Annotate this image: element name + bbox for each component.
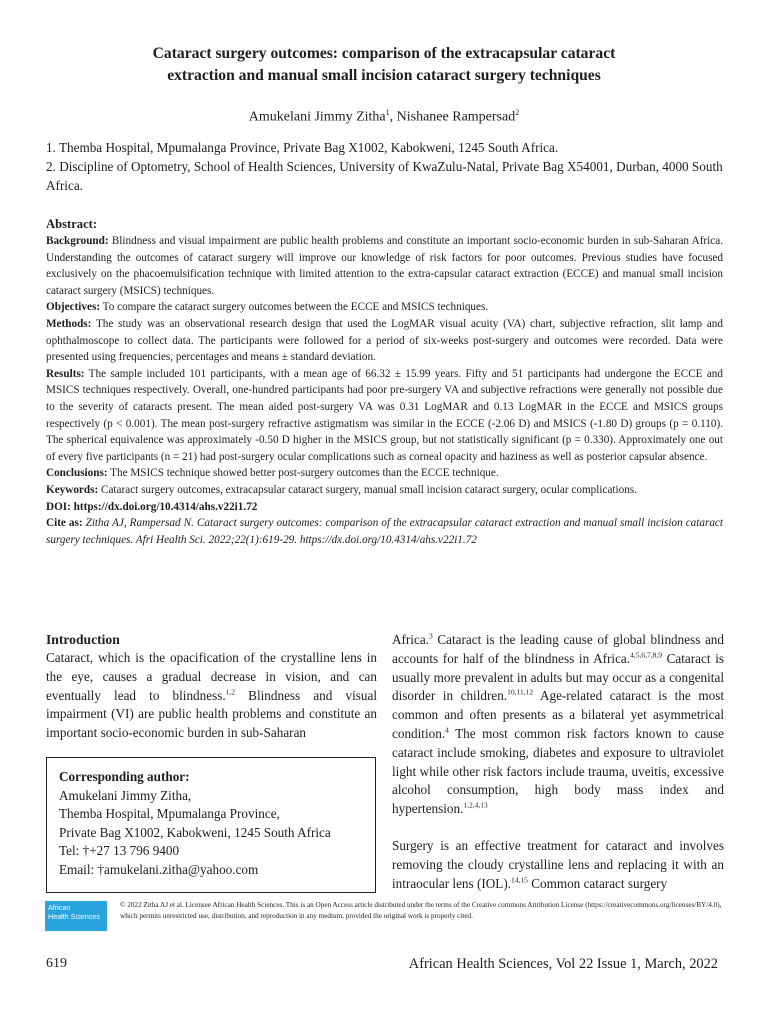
- left-column: [46, 631, 377, 743]
- doi-link[interactable]: DOI: https://dx.doi.org/10.4314/ahs.v22i1.72: [46, 500, 258, 513]
- abstract-methods: [46, 316, 723, 366]
- methods-label: Methods:: [46, 317, 92, 330]
- results-label: Results:: [46, 367, 85, 380]
- intro-r2-text-b: Common cataract surgery: [527, 875, 668, 891]
- cite-label: Cite as:: [46, 517, 83, 530]
- author-1: Amukelani Jimmy Zitha: [248, 109, 386, 125]
- author-1-affil: 1: [385, 108, 390, 117]
- corresponding-address-2: Private Bag X1002, Kabokweni, 1245 South Africa: [59, 824, 331, 840]
- corresponding-email[interactable]: Email: †amukelani.zitha@yahoo.com: [59, 861, 259, 877]
- abstract-doi[interactable]: [46, 499, 723, 516]
- corresponding-author-name: Amukelani Jimmy Zitha,: [59, 787, 192, 803]
- author-2: Nishanee Rampersad: [396, 109, 516, 125]
- abstract-keywords: [46, 482, 723, 499]
- keywords-text: Cataract surgery outcomes, extracapsular cataract surgery, manual small incision cataract surgery, ocular complications.: [98, 483, 637, 496]
- background-label: Background:: [46, 235, 109, 247]
- abstract-objectives: [46, 299, 723, 316]
- intro-r1-text-e: The most common risk factors known to cause cataract include smoking, diabetes and exposure to ultraviolet light while other risk factors include trauma, uveitis, excessive alcohol consumption, high body mass index and hypertension.: [392, 725, 724, 817]
- intro-paragraph-3: [392, 837, 724, 893]
- abstract-cite: [46, 515, 723, 548]
- citation-ref: 1,2,4,13: [463, 800, 488, 810]
- title-line-2: extraction and manual small incision cataract surgery techniques: [167, 67, 601, 84]
- intro-p1-text-a: Cataract, which is the opacification of the crystalline lens in the eye, causes a gradual decrease in vision, and can eventually lead to blindness.: [46, 650, 377, 703]
- author-separator: ,: [389, 109, 397, 125]
- abstract-results: [46, 366, 723, 466]
- citation-ref: 1,2: [225, 687, 236, 697]
- citation-ref: 10,11,12: [507, 688, 534, 697]
- intro-r1-text-c: Cataract is usually more prevalent in adults but may occur as a congenital disorder in children.: [392, 650, 725, 704]
- logo-line-1: African: [48, 903, 71, 912]
- background-text: Blindness and visual impairment are public health problems and constitute an important socio-economic burden in sub-Saharan Africa. Understanding the outcomes of cataract surgery will improve our knowledge of risk factors for poor outcomes. Previous studies have focused exclusively on the phacoemulsification technique with limited attention to the extra-capsular cataract extraction (ECCE) and manual small incision cataract surgery (MSICS) techniques.: [46, 235, 723, 297]
- abstract-conclusions: [46, 465, 723, 482]
- affiliations: [46, 138, 726, 195]
- corresponding-tel: Tel: †+27 13 796 9400: [59, 843, 180, 859]
- journal-logo: [45, 901, 107, 931]
- abstract-heading: Abstract:: [46, 217, 98, 231]
- title-line-1: Cataract surgery outcomes: comparison of the extracapsular cataract: [152, 45, 616, 62]
- introduction-heading: Introduction: [46, 632, 120, 647]
- citation-ref: 3: [428, 631, 433, 641]
- corresponding-address-1: Themba Hospital, Mpumalanga Province,: [59, 806, 280, 822]
- abstract: [46, 216, 723, 548]
- intro-r2-text-a: Surgery is an effective treatment for cataract and involves removing the cloudy crystalline lens and replacing it with an intraocular lens (IOL).: [392, 837, 724, 891]
- cite-text: Zitha AJ, Rampersad N. Cataract surgery outcomes: comparison of the extracapsular cataract extraction and manual small incision cataract surgery techniques. Afri Health Sci. 2022;22(1):619-29. https://dx.doi.org/10.4314/ahs.v22i1.72: [46, 517, 723, 546]
- citation-ref: 4,5,6,7,8,9: [630, 650, 662, 660]
- page-number: 619: [46, 956, 67, 971]
- article-title: [60, 43, 708, 87]
- methods-text: The study was an observational research design that used the LogMAR visual acuity (VA) chart, subjective refraction, slit lamp and ophthalmoscope to collect data. The participants were followed for a period of six-weeks post-surgery and outcomes were recorded. Data were presented using frequencies, percentages and means ± standard deviation.: [46, 317, 723, 364]
- corresponding-author-box: [46, 757, 376, 893]
- keywords-label: Keywords:: [46, 483, 99, 496]
- journal-footer: African Health Sciences, Vol 22 Issue 1, March, 2022: [408, 956, 718, 972]
- right-column: [392, 631, 724, 893]
- conclusions-label: Conclusions:: [46, 467, 108, 480]
- intro-r1-text-a: Africa.: [392, 632, 429, 647]
- affiliation-1: 1. Themba Hospital, Mpumalanga Province, Private Bag X1002, Kabokweni, 1245 South Africa.: [46, 140, 559, 155]
- objectives-label: Objectives:: [46, 301, 101, 314]
- license-notice: © 2022 Zitha AJ et al. Licensee African Health Sciences. This is an Open Access article distributed under the terms of the Creative commons Attribution License (https://creativecommons.org/licenses/BY/4.0), which permits unrestricted use, distribution, and reproduction in any medium, provided the original work is properly cited.: [120, 901, 722, 920]
- results-text: The sample included 101 participants, with a mean age of 66.32 ± 15.99 years. Fifty and 51 participants had undergone the ECCE and MSICS techniques respectively. Overall, one-hundred participants had poor pre-surgery VA and subjective refractions were generally not possible due to the severity of cataracts present. The mean aided post-surgery VA was 0.31 LogMAR and 0.13 LogMAR in the ECCE and MSICS groups respectively (p < 0.001). The mean post-surgery refractive astigmatism was similar in the ECCE (-2.06 D) and MSICS (-1.80 D) groups (p = 0.110). The spherical equivalence was approximately -0.50 D higher in the MSICS group, but not statistically significant (p = 0.330). Approximately one out of every five participants (n = 21) had post-surgery ocular complications such as corneal opacity and haziness as well as posterior capsular absence.: [46, 367, 723, 463]
- intro-paragraph-2: [392, 631, 724, 819]
- citation-ref: 4: [445, 725, 449, 735]
- intro-paragraph-1: [46, 649, 377, 743]
- intro-r1-text-b: Cataract is the leading cause of global blindness and accounts for half of the blindness in Africa.: [392, 632, 724, 666]
- corresponding-author-heading: Corresponding author:: [59, 769, 190, 784]
- intro-p1-text-b: Blindness and visual impairment (VI) are public health problems and constitute an important socio-economic burden in sub-Saharan: [46, 687, 377, 741]
- author-list: [60, 104, 708, 127]
- logo-line-2: Health Sciences: [48, 912, 100, 921]
- intro-r1-text-d: Age-related cataract is the most common and often presents as a bilateral yet asymmetrical condition.: [392, 688, 725, 741]
- objectives-text: To compare the cataract surgery outcomes between the ECCE and MSICS techniques.: [100, 301, 489, 314]
- conclusions-text: The MSICS technique showed better post-surgery outcomes than the ECCE technique.: [107, 467, 499, 480]
- citation-ref: 14,15: [511, 875, 528, 885]
- author-2-affil: 2: [515, 108, 520, 117]
- abstract-background: [46, 233, 723, 299]
- affiliation-2: 2. Discipline of Optometry, School of Health Sciences, University of KwaZulu-Natal, Private Bag X54001, Durban, 4000 South Africa.: [46, 159, 723, 193]
